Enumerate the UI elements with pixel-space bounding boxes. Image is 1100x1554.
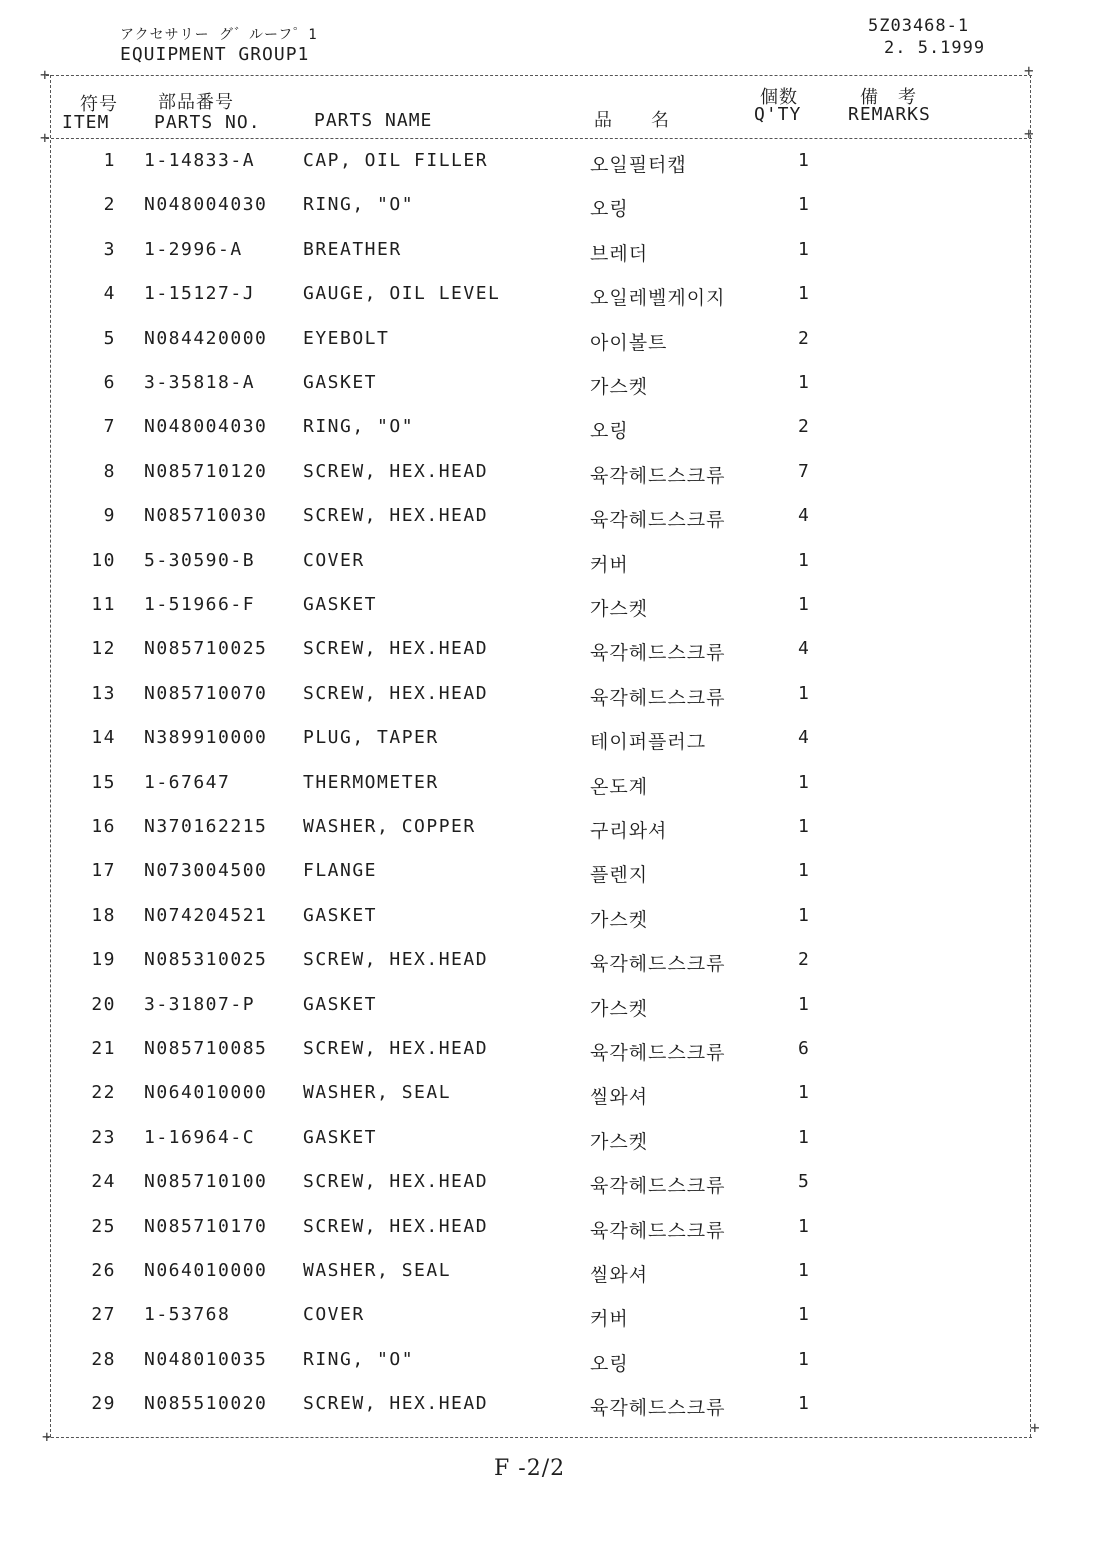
part-name: WASHER, SEAL bbox=[303, 1082, 452, 1104]
quantity: 1 bbox=[798, 194, 811, 216]
item-number: 19 bbox=[91, 949, 116, 971]
part-name: SCREW, HEX.HEAD bbox=[303, 505, 489, 527]
title-japanese: アクセサリー グ゛ルーフ゜1 bbox=[120, 27, 318, 43]
part-name-korean: 육각헤드스크류 bbox=[590, 1219, 726, 1242]
table-row bbox=[60, 772, 1020, 804]
part-name-korean: 오일필터캡 bbox=[590, 154, 687, 176]
col-partno-jp: 部品番号 bbox=[158, 92, 234, 113]
quantity: 1 bbox=[798, 238, 811, 260]
part-name-korean: 구리와셔 bbox=[590, 820, 668, 842]
col-item-jp: 符号 bbox=[80, 94, 118, 115]
quantity: 1 bbox=[798, 860, 811, 882]
corner-mark: + bbox=[1024, 124, 1034, 143]
table-row bbox=[60, 239, 1020, 271]
quantity: 4 bbox=[798, 505, 811, 527]
part-name: SCREW, HEX.HEAD bbox=[303, 1171, 489, 1193]
page-number: F -2/2 bbox=[494, 1456, 566, 1481]
table-row bbox=[60, 505, 1020, 537]
part-number: N064010000 bbox=[144, 1260, 268, 1281]
part-number: 1-16964-C bbox=[144, 1126, 256, 1148]
part-name-korean: 커버 bbox=[590, 1308, 629, 1331]
quantity: 2 bbox=[798, 416, 811, 438]
quantity: 1 bbox=[798, 904, 811, 926]
quantity: 1 bbox=[798, 372, 811, 393]
part-name-korean: 육각헤드스크류 bbox=[590, 509, 726, 532]
part-number: N389910000 bbox=[144, 727, 268, 749]
part-name-korean: 오링 bbox=[590, 1352, 629, 1375]
table-row bbox=[60, 816, 1020, 848]
part-number: 5-30590-B bbox=[144, 549, 256, 571]
table-row bbox=[60, 328, 1020, 360]
part-number: N085710170 bbox=[144, 1215, 268, 1237]
table-row bbox=[60, 283, 1020, 315]
item-number: 17 bbox=[91, 860, 116, 882]
quantity: 2 bbox=[798, 949, 811, 971]
table-row bbox=[60, 194, 1020, 226]
item-number: 7 bbox=[103, 416, 116, 438]
item-number: 8 bbox=[103, 460, 116, 482]
part-name: SCREW, HEX.HEAD bbox=[303, 1393, 489, 1415]
item-number: 20 bbox=[91, 993, 116, 1015]
table-row bbox=[60, 1260, 1020, 1292]
table-row bbox=[60, 372, 1020, 404]
col-qty-jp: 個数 bbox=[760, 87, 798, 108]
part-name: GASKET bbox=[303, 1126, 378, 1148]
quantity: 1 bbox=[798, 1082, 811, 1104]
quantity: 1 bbox=[798, 816, 811, 837]
part-number: 1-67647 bbox=[144, 771, 231, 793]
part-name-korean: 오링 bbox=[590, 420, 629, 443]
item-number: 28 bbox=[91, 1348, 116, 1370]
part-name: WASHER, COPPER bbox=[303, 816, 476, 837]
table-row bbox=[60, 416, 1020, 448]
part-number: N085710085 bbox=[144, 1038, 268, 1059]
part-name: THERMOMETER bbox=[303, 771, 439, 793]
item-number: 21 bbox=[91, 1038, 116, 1059]
part-name-korean: 커버 bbox=[590, 553, 629, 576]
part-name-korean: 육각헤드스크류 bbox=[590, 464, 726, 487]
quantity: 6 bbox=[798, 1038, 811, 1059]
part-name: GASKET bbox=[303, 904, 378, 926]
part-name: PLUG, TAPER bbox=[303, 727, 439, 749]
part-number: 1-14833-A bbox=[144, 150, 256, 171]
quantity: 1 bbox=[798, 993, 811, 1015]
part-name: SCREW, HEX.HEAD bbox=[303, 638, 489, 660]
quantity: 1 bbox=[798, 1126, 811, 1148]
quantity: 7 bbox=[798, 460, 811, 482]
item-number: 2 bbox=[103, 194, 116, 216]
part-name: RING, "O" bbox=[303, 1348, 415, 1370]
item-number: 22 bbox=[91, 1082, 116, 1104]
part-name-korean: 플렌지 bbox=[590, 864, 649, 887]
col-qty-en: Q'TY bbox=[754, 104, 802, 125]
part-number: 3-31807-P bbox=[144, 993, 256, 1015]
part-name-korean: 가스켓 bbox=[590, 908, 649, 931]
table-row bbox=[60, 1038, 1020, 1070]
part-number: N370162215 bbox=[144, 816, 268, 837]
part-name-korean: 가스켓 bbox=[590, 997, 649, 1020]
part-name: SCREW, HEX.HEAD bbox=[303, 1038, 489, 1059]
quantity: 5 bbox=[798, 1171, 811, 1193]
table-header-divider bbox=[46, 138, 1032, 139]
corner-mark: + bbox=[40, 65, 50, 84]
part-name: GAUGE, OIL LEVEL bbox=[303, 283, 501, 305]
table-row bbox=[60, 150, 1020, 182]
item-number: 3 bbox=[103, 238, 116, 260]
part-name-korean: 아이볼트 bbox=[590, 331, 668, 354]
part-name-korean: 육각헤드스크류 bbox=[590, 642, 726, 665]
part-name: EYEBOLT bbox=[303, 327, 390, 349]
part-name-korean: 씰와셔 bbox=[590, 1086, 649, 1109]
part-number: N048004030 bbox=[144, 194, 268, 216]
item-number: 13 bbox=[91, 682, 116, 704]
part-name-korean: 씰와셔 bbox=[590, 1264, 649, 1286]
part-number: 1-15127-J bbox=[144, 283, 256, 305]
item-number: 25 bbox=[91, 1215, 116, 1237]
part-number: N048010035 bbox=[144, 1348, 268, 1370]
part-name: WASHER, SEAL bbox=[303, 1260, 452, 1281]
col-partname-en: PARTS NAME bbox=[314, 110, 433, 131]
part-number: N085710030 bbox=[144, 505, 268, 527]
table-row bbox=[60, 1349, 1020, 1381]
part-number: N074204521 bbox=[144, 904, 268, 926]
table-row bbox=[60, 905, 1020, 937]
part-number: N085710025 bbox=[144, 638, 268, 660]
item-number: 15 bbox=[91, 771, 116, 793]
part-number: N064010000 bbox=[144, 1082, 268, 1104]
quantity: 2 bbox=[798, 327, 811, 349]
quantity: 1 bbox=[798, 1304, 811, 1326]
quantity: 1 bbox=[798, 594, 811, 615]
part-name: RING, "O" bbox=[303, 416, 415, 438]
item-number: 10 bbox=[91, 549, 116, 571]
part-name-korean: 육각헤드스크류 bbox=[590, 686, 726, 709]
table-row bbox=[60, 949, 1020, 981]
item-number: 18 bbox=[91, 904, 116, 926]
table-row bbox=[60, 638, 1020, 670]
table-top-border bbox=[46, 75, 1032, 76]
document-date: 2. 5.1999 bbox=[884, 38, 986, 58]
item-number: 26 bbox=[91, 1260, 116, 1281]
quantity: 1 bbox=[798, 771, 811, 793]
part-number: N085710120 bbox=[144, 460, 268, 482]
part-name-korean: 오링 bbox=[590, 198, 629, 221]
part-number: 1-53768 bbox=[144, 1304, 231, 1326]
table-left-border bbox=[50, 75, 51, 1437]
item-number: 9 bbox=[103, 505, 116, 527]
part-name: SCREW, HEX.HEAD bbox=[303, 1215, 489, 1237]
table-bottom-border bbox=[46, 1437, 1032, 1438]
part-number: N073004500 bbox=[144, 860, 268, 882]
part-name: COVER bbox=[303, 1304, 365, 1326]
quantity: 1 bbox=[798, 1348, 811, 1370]
table-row bbox=[60, 994, 1020, 1026]
table-row bbox=[60, 860, 1020, 892]
table-row bbox=[60, 550, 1020, 582]
quantity: 4 bbox=[798, 638, 811, 660]
part-number: N084420000 bbox=[144, 327, 268, 349]
table-row bbox=[60, 727, 1020, 759]
col-remarks-jp: 備 考 bbox=[860, 87, 917, 108]
part-number: 1-2996-A bbox=[144, 238, 243, 260]
item-number: 16 bbox=[91, 816, 116, 837]
part-number: 1-51966-F bbox=[144, 594, 256, 615]
part-name-korean: 가스켓 bbox=[590, 1130, 649, 1153]
table-row bbox=[60, 1216, 1020, 1248]
part-number: 3-35818-A bbox=[144, 372, 256, 393]
quantity: 1 bbox=[798, 150, 811, 171]
table-right-border bbox=[1030, 75, 1031, 1437]
col-remarks-en: REMARKS bbox=[848, 104, 931, 125]
item-number: 11 bbox=[91, 594, 116, 615]
item-number: 4 bbox=[103, 283, 116, 305]
part-number: N085310025 bbox=[144, 949, 268, 971]
part-name: RING, "O" bbox=[303, 194, 415, 216]
part-name: SCREW, HEX.HEAD bbox=[303, 460, 489, 482]
quantity: 1 bbox=[798, 682, 811, 704]
part-name-korean: 온도계 bbox=[590, 775, 649, 798]
part-number: N085510020 bbox=[144, 1393, 268, 1415]
part-name-korean: 육각헤드스크류 bbox=[590, 1042, 726, 1064]
quantity: 1 bbox=[798, 549, 811, 571]
table-row bbox=[60, 1127, 1020, 1159]
item-number: 23 bbox=[91, 1126, 116, 1148]
item-number: 14 bbox=[91, 727, 116, 749]
quantity: 1 bbox=[798, 1260, 811, 1281]
quantity: 4 bbox=[798, 727, 811, 749]
part-name: GASKET bbox=[303, 594, 378, 615]
item-number: 5 bbox=[103, 327, 116, 349]
item-number: 1 bbox=[103, 150, 116, 171]
table-row bbox=[60, 1171, 1020, 1203]
item-number: 24 bbox=[91, 1171, 116, 1193]
corner-mark: + bbox=[1030, 1418, 1040, 1437]
table-row bbox=[60, 1304, 1020, 1336]
quantity: 1 bbox=[798, 1393, 811, 1415]
document-number: 5Z03468-1 bbox=[868, 16, 970, 36]
item-number: 12 bbox=[91, 638, 116, 660]
part-name: GASKET bbox=[303, 993, 378, 1015]
part-number: N085710070 bbox=[144, 682, 268, 704]
part-name-korean: 육각헤드스크류 bbox=[590, 1175, 726, 1198]
table-row bbox=[60, 461, 1020, 493]
quantity: 1 bbox=[798, 1215, 811, 1237]
title-english: EQUIPMENT GROUP1 bbox=[120, 44, 310, 65]
corner-mark: + bbox=[1024, 61, 1034, 80]
part-name-korean: 육각헤드스크류 bbox=[590, 953, 726, 976]
table-row bbox=[60, 1082, 1020, 1114]
part-name: GASKET bbox=[303, 372, 378, 393]
table-row bbox=[60, 594, 1020, 626]
item-number: 27 bbox=[91, 1304, 116, 1326]
col-partname-kr: 品 名 bbox=[594, 110, 670, 131]
quantity: 1 bbox=[798, 283, 811, 305]
item-number: 29 bbox=[91, 1393, 116, 1415]
corner-mark: + bbox=[40, 128, 50, 147]
item-number: 6 bbox=[103, 372, 116, 393]
part-name: FLANGE bbox=[303, 860, 378, 882]
part-name: COVER bbox=[303, 549, 365, 571]
part-name-korean: 가스켓 bbox=[590, 598, 649, 620]
part-name: BREATHER bbox=[303, 238, 402, 260]
part-name: CAP, OIL FILLER bbox=[303, 150, 489, 171]
corner-mark: + bbox=[42, 1427, 52, 1446]
part-name-korean: 브레더 bbox=[590, 242, 649, 265]
part-number: N048004030 bbox=[144, 416, 268, 438]
part-name-korean: 테이퍼플러그 bbox=[590, 731, 707, 754]
part-name-korean: 육각헤드스크류 bbox=[590, 1397, 726, 1420]
table-row bbox=[60, 1393, 1020, 1425]
part-name: SCREW, HEX.HEAD bbox=[303, 682, 489, 704]
part-number: N085710100 bbox=[144, 1171, 268, 1193]
part-name-korean: 가스켓 bbox=[590, 376, 649, 398]
col-item-en: ITEM bbox=[62, 112, 110, 133]
part-name: SCREW, HEX.HEAD bbox=[303, 949, 489, 971]
table-row bbox=[60, 683, 1020, 715]
col-partno-en: PARTS NO. bbox=[154, 112, 261, 133]
part-name-korean: 오일레벨게이지 bbox=[590, 287, 726, 310]
